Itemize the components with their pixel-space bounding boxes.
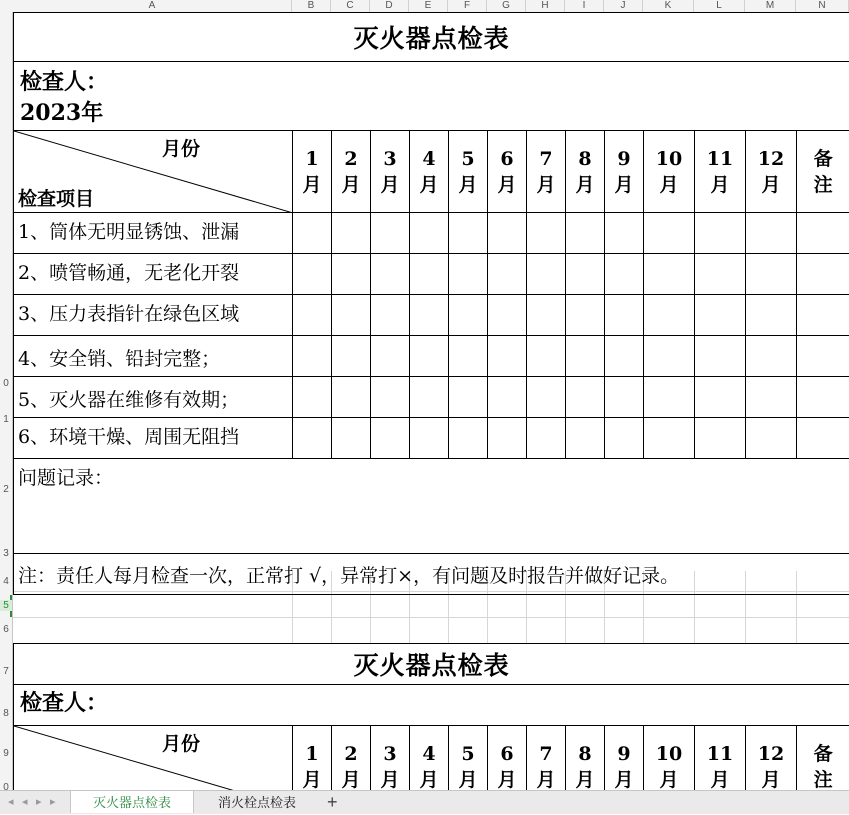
sheet-tab-bar — [0, 790, 849, 814]
sheet-tab[interactable]: 消火栓点检表 — [196, 791, 318, 813]
column-header-j[interactable]: J — [604, 0, 643, 12]
row-number[interactable]: 8 — [0, 708, 12, 719]
check-cell[interactable] — [605, 295, 644, 336]
column-header-a[interactable]: A — [13, 0, 292, 12]
check-item-cell[interactable]: 5、灭火器在维修有效期； — [14, 377, 293, 418]
issues-record-cell[interactable] — [14, 459, 849, 554]
check-cell[interactable] — [746, 377, 797, 418]
remarks-header-cell[interactable]: 备 注 — [797, 726, 849, 791]
month-header: 月份 — [162, 134, 200, 161]
check-cell[interactable] — [488, 418, 527, 459]
column-header-n[interactable]: N — [796, 0, 849, 12]
check-cell[interactable] — [695, 418, 746, 459]
column-header-f[interactable]: F — [448, 0, 487, 12]
check-cell[interactable] — [410, 418, 449, 459]
check-cell[interactable] — [644, 213, 695, 254]
check-cell[interactable] — [449, 418, 488, 459]
check-cell[interactable] — [566, 377, 605, 418]
row-number-selected[interactable]: 5 — [0, 600, 12, 611]
check-cell[interactable] — [332, 213, 371, 254]
month-header-cell[interactable]: 3 月 — [371, 131, 410, 213]
month-header-cell[interactable]: 1 月 — [293, 131, 332, 213]
next-sheet-icon[interactable]: ▸ — [36, 795, 42, 808]
check-cell[interactable] — [695, 295, 746, 336]
month-header-cell[interactable]: 11 月 — [695, 131, 746, 213]
check-cell[interactable] — [293, 295, 332, 336]
remarks-cell[interactable] — [797, 254, 849, 295]
check-cell[interactable] — [746, 336, 797, 377]
month-header: 月份 — [162, 729, 200, 756]
month-header-cell[interactable]: 10 月 — [644, 131, 695, 213]
check-cell[interactable] — [605, 254, 644, 295]
form-title[interactable]: 灭火器点检表 — [14, 644, 849, 685]
check-cell[interactable] — [293, 254, 332, 295]
check-cell[interactable] — [566, 336, 605, 377]
remarks-cell[interactable] — [797, 336, 849, 377]
row-header-bar — [0, 12, 13, 790]
column-header-d[interactable]: D — [370, 0, 409, 12]
column-header-k[interactable]: K — [643, 0, 694, 12]
month-header-cell[interactable]: 7 月 — [527, 131, 566, 213]
row-number[interactable]: 4 — [0, 576, 12, 587]
check-cell[interactable] — [566, 213, 605, 254]
check-item-cell[interactable]: 2、喷管畅通，无老化开裂 — [14, 254, 293, 295]
check-cell[interactable] — [371, 254, 410, 295]
row-number[interactable]: 0 — [0, 782, 12, 790]
last-sheet-icon[interactable]: ▸ — [50, 795, 56, 808]
first-sheet-icon[interactable]: ◂ — [8, 795, 14, 808]
column-header-e[interactable]: E — [409, 0, 448, 12]
month-header-cell[interactable]: 9 月 — [605, 726, 644, 791]
column-header-c[interactable]: C — [331, 0, 370, 12]
check-cell[interactable] — [410, 213, 449, 254]
check-cell[interactable] — [746, 418, 797, 459]
check-cell[interactable] — [695, 336, 746, 377]
inspector-label: 检查人： — [20, 686, 849, 720]
check-cell[interactable] — [527, 377, 566, 418]
check-cell[interactable] — [449, 254, 488, 295]
check-cell[interactable] — [332, 418, 371, 459]
check-cell[interactable] — [371, 213, 410, 254]
check-cell[interactable] — [293, 213, 332, 254]
month-header-cell[interactable]: 3 月 — [371, 726, 410, 791]
remarks-cell[interactable] — [797, 418, 849, 459]
month-header-cell[interactable]: 5 月 — [449, 726, 488, 791]
check-cell[interactable] — [746, 254, 797, 295]
check-cell[interactable] — [371, 418, 410, 459]
check-cell[interactable] — [449, 377, 488, 418]
check-cell[interactable] — [566, 254, 605, 295]
item-header: 检查项目 — [18, 184, 94, 211]
month-header-cell[interactable]: 6 月 — [488, 726, 527, 791]
month-header-cell[interactable]: 12 月 — [746, 726, 797, 791]
check-cell[interactable] — [527, 336, 566, 377]
month-header-cell[interactable]: 10 月 — [644, 726, 695, 791]
row-number[interactable]: 6 — [0, 624, 12, 635]
inspector-cell[interactable] — [14, 62, 849, 131]
inspection-form-1 — [13, 12, 849, 595]
check-cell[interactable] — [695, 254, 746, 295]
month-header-cell[interactable]: 1 月 — [293, 726, 332, 791]
remarks-cell[interactable] — [797, 377, 849, 418]
check-item-cell[interactable]: 6、环境干燥、周围无阻挡 — [14, 418, 293, 459]
check-cell[interactable] — [605, 336, 644, 377]
check-cell[interactable] — [644, 418, 695, 459]
month-header-cell[interactable]: 5 月 — [449, 131, 488, 213]
inspector-cell[interactable] — [14, 685, 849, 726]
month-header-cell[interactable]: 4 月 — [410, 131, 449, 213]
check-cell[interactable] — [695, 377, 746, 418]
month-header-cell[interactable]: 8 月 — [566, 726, 605, 791]
year-fragment: 2023年 — [20, 96, 849, 130]
month-header-cell[interactable]: 12 月 — [746, 131, 797, 213]
check-cell[interactable] — [488, 377, 527, 418]
check-cell[interactable] — [644, 254, 695, 295]
check-cell[interactable] — [449, 213, 488, 254]
check-cell[interactable] — [488, 295, 527, 336]
month-header-cell[interactable]: 2 月 — [332, 131, 371, 213]
month-header-cell[interactable]: 11 月 — [695, 726, 746, 791]
row-number[interactable]: 7 — [0, 666, 12, 677]
column-header-b[interactable]: B — [292, 0, 331, 12]
form-note[interactable]: 注：责任人每月检查一次，正常打 √，异常打×，有问题及时报告并做好记录。 — [14, 554, 849, 595]
check-cell[interactable] — [488, 336, 527, 377]
month-header-cell[interactable]: 9 月 — [605, 131, 644, 213]
check-item-cell[interactable]: 3、压力表指针在绿色区域 — [14, 295, 293, 336]
check-cell[interactable] — [371, 377, 410, 418]
prev-sheet-icon[interactable]: ◂ — [22, 795, 28, 808]
check-item-cell[interactable]: 1、筒体无明显锈蚀、泄漏 — [14, 213, 293, 254]
check-cell[interactable] — [695, 213, 746, 254]
check-cell[interactable] — [644, 377, 695, 418]
check-cell[interactable] — [332, 336, 371, 377]
remarks-cell[interactable] — [797, 213, 849, 254]
check-cell[interactable] — [449, 336, 488, 377]
check-cell[interactable] — [410, 377, 449, 418]
check-cell[interactable] — [644, 295, 695, 336]
check-cell[interactable] — [746, 295, 797, 336]
check-cell[interactable] — [644, 336, 695, 377]
column-header-i[interactable]: I — [565, 0, 604, 12]
check-cell[interactable] — [371, 336, 410, 377]
check-cell[interactable] — [488, 254, 527, 295]
worksheet-area[interactable] — [13, 12, 849, 790]
row-number[interactable]: 9 — [0, 748, 12, 759]
check-cell[interactable] — [527, 213, 566, 254]
sheet-tab-active[interactable]: 灭火器点检表 — [70, 791, 194, 813]
inspector-label: 检查人： — [20, 65, 849, 99]
row-number[interactable]: 0 — [0, 378, 12, 389]
month-header-cell[interactable]: 4 月 — [410, 726, 449, 791]
column-header-h[interactable]: H — [526, 0, 565, 12]
check-cell[interactable] — [332, 254, 371, 295]
column-header-g[interactable]: G — [487, 0, 526, 12]
check-cell[interactable] — [527, 254, 566, 295]
check-cell[interactable] — [605, 418, 644, 459]
check-cell[interactable] — [449, 295, 488, 336]
check-cell[interactable] — [410, 336, 449, 377]
check-cell[interactable] — [605, 377, 644, 418]
inspection-form-2 — [13, 643, 849, 790]
column-header-l[interactable]: L — [694, 0, 745, 12]
issues-label: 问题记录： — [18, 467, 113, 489]
row-number[interactable]: 2 — [0, 484, 12, 495]
month-header-cell[interactable]: 8 月 — [566, 131, 605, 213]
check-cell[interactable] — [293, 336, 332, 377]
check-cell[interactable] — [566, 295, 605, 336]
check-cell[interactable] — [332, 295, 371, 336]
check-cell[interactable] — [293, 377, 332, 418]
row-number[interactable]: 1 — [0, 414, 12, 425]
row-number[interactable]: 3 — [0, 548, 12, 559]
month-header-cell[interactable]: 2 月 — [332, 726, 371, 791]
header-diagonal-cell[interactable] — [14, 131, 293, 213]
form-title[interactable]: 灭火器点检表 — [14, 13, 849, 62]
remarks-header-cell[interactable]: 备 注 — [797, 131, 849, 213]
check-cell[interactable] — [332, 377, 371, 418]
check-cell[interactable] — [410, 254, 449, 295]
check-cell[interactable] — [527, 295, 566, 336]
header-diagonal-cell[interactable] — [14, 726, 293, 791]
column-header-m[interactable]: M — [745, 0, 796, 12]
check-cell[interactable] — [746, 213, 797, 254]
month-header-cell[interactable]: 7 月 — [527, 726, 566, 791]
check-cell[interactable] — [566, 418, 605, 459]
remarks-cell[interactable] — [797, 295, 849, 336]
check-cell[interactable] — [293, 418, 332, 459]
check-cell[interactable] — [605, 213, 644, 254]
month-header-cell[interactable]: 6 月 — [488, 131, 527, 213]
add-sheet-button[interactable]: + — [327, 791, 338, 813]
check-cell[interactable] — [410, 295, 449, 336]
diagonal-line — [14, 726, 293, 790]
check-cell[interactable] — [527, 418, 566, 459]
check-item-cell[interactable]: 4、安全销、铅封完整； — [14, 336, 293, 377]
check-cell[interactable] — [371, 295, 410, 336]
check-cell[interactable] — [488, 213, 527, 254]
